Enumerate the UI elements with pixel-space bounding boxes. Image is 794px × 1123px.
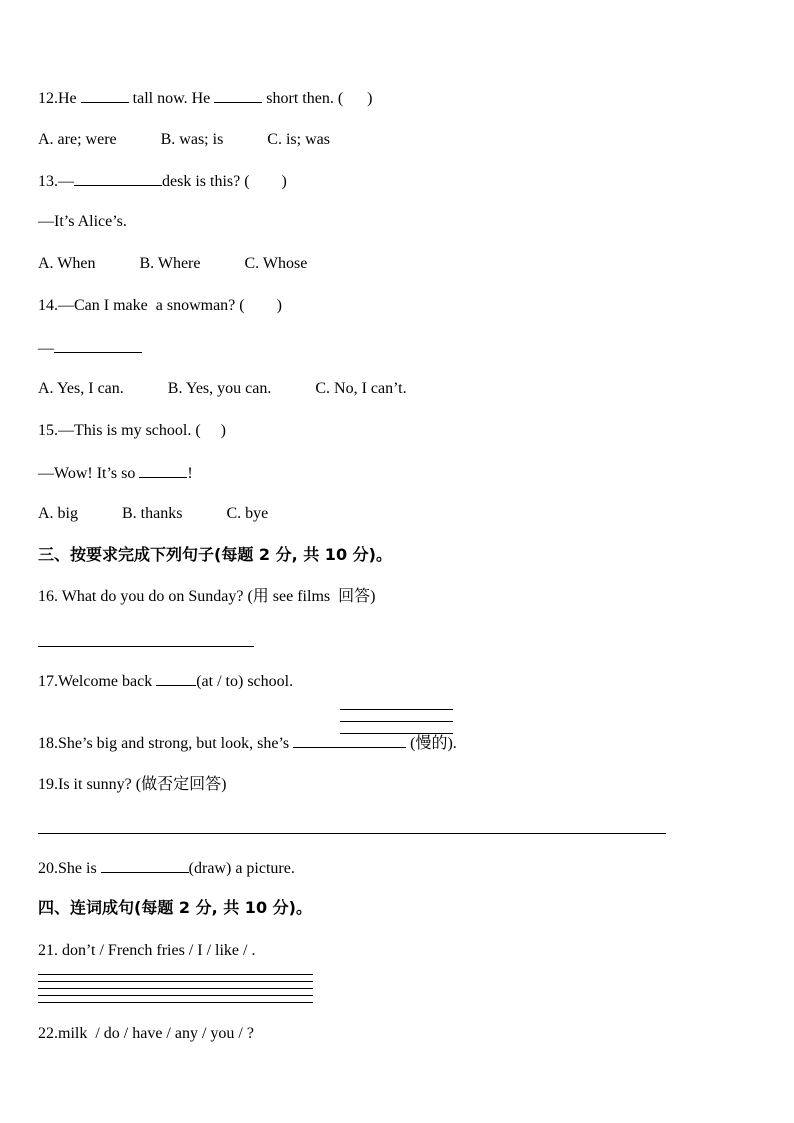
question-13-reply: —It’s Alice’s. <box>38 213 127 230</box>
option-b: B. thanks <box>122 505 183 522</box>
question-14-reply: — <box>38 338 142 359</box>
answer-blank[interactable] <box>54 338 142 353</box>
question-15-options <box>38 504 268 524</box>
answer-line[interactable] <box>38 1002 313 1003</box>
question-14-options <box>38 379 407 399</box>
answer-blank[interactable] <box>156 671 196 686</box>
option-c: C. bye <box>226 505 269 522</box>
question-12-options <box>38 130 330 150</box>
option-a: A. are; were <box>38 131 117 148</box>
question-12: 12.He tall now. He short then. ( ) <box>38 90 373 107</box>
question-17: 17.Welcome back (at / to) school. <box>38 673 294 690</box>
answer-blank[interactable] <box>214 88 262 103</box>
answer-blank[interactable] <box>74 171 162 186</box>
question-20: 20.She is (draw) a picture. <box>38 860 295 877</box>
option-c: C. is; was <box>267 131 330 148</box>
option-c: C. Whose <box>244 255 308 272</box>
answer-blank[interactable] <box>293 733 406 748</box>
option-b: B. Yes, you can. <box>167 380 272 397</box>
section-4-heading: 四、连词成句(每题 2 分, 共 10 分)。 <box>38 898 312 917</box>
answer-blank[interactable] <box>139 463 187 478</box>
option-b: B. was; is <box>160 131 224 148</box>
option-c: C. No, I can’t. <box>315 380 407 397</box>
question-21: 21. don’t / French fries / I / like / . <box>38 942 256 959</box>
option-a: A. When <box>38 255 96 272</box>
answer-line[interactable] <box>38 833 666 834</box>
answer-line[interactable] <box>340 709 453 710</box>
answer-line[interactable] <box>38 988 313 989</box>
answer-line[interactable] <box>38 646 254 647</box>
answer-blank[interactable] <box>101 858 189 873</box>
question-15: 15.—This is my school. ( ) <box>38 422 226 439</box>
section-3-heading: 三、按要求完成下列句子(每题 2 分, 共 10 分)。 <box>38 545 392 564</box>
question-13-options <box>38 254 307 274</box>
option-b: B. Where <box>139 255 201 272</box>
question-19: 19.Is it sunny? (做否定回答) <box>38 776 227 793</box>
question-22: 22.milk / do / have / any / you / ? <box>38 1025 254 1042</box>
answer-line[interactable] <box>38 995 313 996</box>
question-16: 16. What do you do on Sunday? (用 see films 回答) <box>38 588 376 605</box>
answer-line[interactable] <box>340 721 453 722</box>
answer-line[interactable] <box>38 974 313 975</box>
option-a: A. big <box>38 505 78 522</box>
question-15-reply: —Wow! It’s so ! <box>38 465 193 482</box>
question-14: 14.—Can I make a snowman? ( ) <box>38 297 282 314</box>
answer-blank[interactable] <box>81 88 129 103</box>
question-13: 13.— desk is this? ( ) <box>38 173 287 190</box>
answer-line[interactable] <box>38 981 313 982</box>
question-18: 18.She’s big and strong, but look, she’s (慢的). <box>38 735 457 752</box>
option-a: A. Yes, I can. <box>38 380 124 397</box>
